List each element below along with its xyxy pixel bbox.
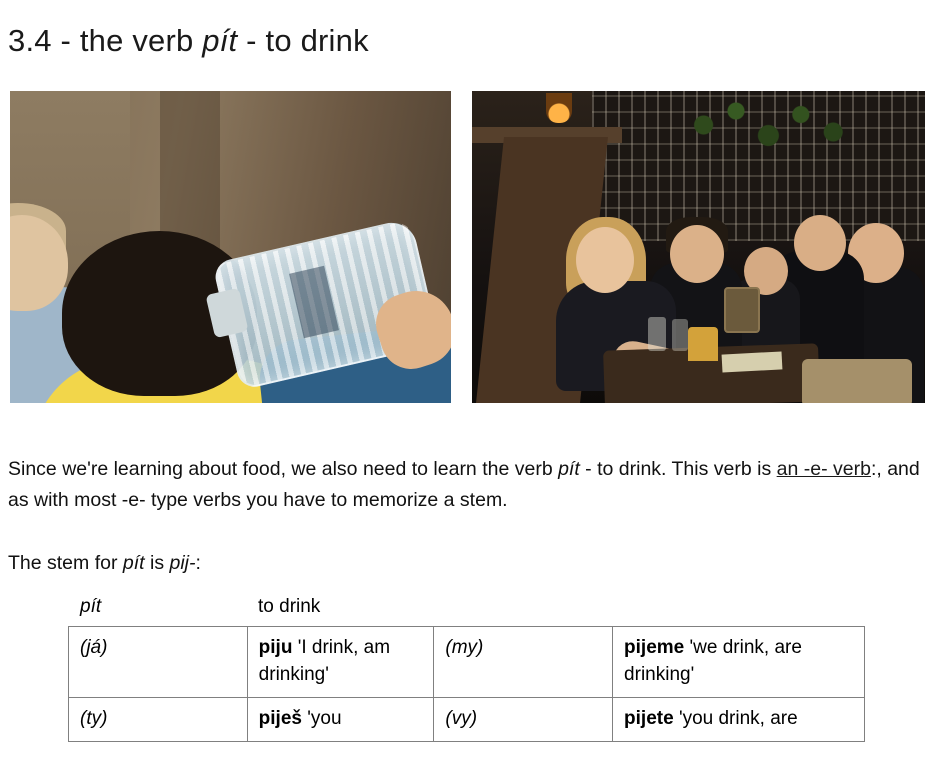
photo-shorts bbox=[802, 359, 912, 403]
stem-form-pij: pij- bbox=[169, 551, 196, 574]
pronoun-ty: (ty) bbox=[69, 698, 248, 742]
stem-verb-pit: pít bbox=[122, 551, 145, 574]
intro-verb-pit: pít bbox=[558, 457, 580, 480]
pronoun-vy: (vy) bbox=[434, 698, 613, 742]
intro-text-part3: :, and as with most -e- type verbs you have to memorize a stem. bbox=[8, 457, 920, 511]
form-piju-gloss: 'I drink, am drinking' bbox=[258, 637, 391, 685]
photo-glass-one bbox=[648, 317, 666, 351]
photo-woman-head bbox=[576, 227, 634, 293]
caption-meaning: to drink bbox=[258, 596, 321, 617]
page-title bbox=[8, 23, 369, 59]
form-pijeme bbox=[613, 627, 865, 698]
photo-beer-mug bbox=[724, 287, 760, 333]
page-title-prefix: 3.4 - the verb bbox=[8, 22, 203, 58]
photo-man-center-right-head bbox=[794, 215, 846, 271]
form-piju-bold: piju bbox=[258, 637, 293, 658]
stem-text-part1: The stem for bbox=[8, 551, 123, 574]
photo-foliage bbox=[682, 97, 862, 167]
e-verb-link[interactable]: an -e- verb bbox=[776, 457, 871, 480]
stem-text-part3: : bbox=[195, 551, 201, 574]
photo-glass-two bbox=[672, 319, 688, 351]
caption-verb: pít bbox=[80, 596, 102, 617]
form-pijes-bold: piješ bbox=[258, 708, 302, 729]
friends-toasting-beer-pub-image bbox=[472, 91, 925, 403]
form-pijete-gloss: 'you drink, are bbox=[673, 708, 798, 729]
form-pijeme-gloss: 'we drink, are drinking' bbox=[624, 637, 802, 685]
form-pijeme-bold: pijeme bbox=[624, 637, 685, 658]
photo-man-left-head bbox=[670, 225, 724, 283]
table-row bbox=[69, 627, 865, 698]
photo-napkin bbox=[722, 351, 783, 372]
conjugation-table-wrapper bbox=[68, 596, 865, 742]
stem-paragraph bbox=[8, 548, 928, 579]
stem-text-part2: is bbox=[144, 551, 170, 574]
intro-text-part2: - to drink. This verb is bbox=[579, 457, 777, 480]
conjugation-table bbox=[68, 626, 865, 742]
form-pijete-bold: pijete bbox=[624, 708, 674, 729]
conjugation-table-caption bbox=[68, 596, 865, 626]
boy-drinking-water-bottle-image bbox=[10, 91, 451, 403]
page-title-verb: pít bbox=[202, 22, 238, 58]
form-pijes bbox=[247, 698, 434, 742]
page-title-suffix: - to drink bbox=[237, 22, 369, 58]
form-pijes-gloss: 'you bbox=[301, 708, 342, 729]
intro-text-part1: Since we're learning about food, we also need to learn the verb bbox=[8, 457, 559, 480]
pronoun-my: (my) bbox=[434, 627, 613, 698]
photo-candle bbox=[688, 327, 718, 361]
form-pijete bbox=[613, 698, 865, 742]
image-row bbox=[10, 91, 925, 403]
pronoun-ja: (já) bbox=[69, 627, 248, 698]
table-row bbox=[69, 698, 865, 742]
form-piju bbox=[247, 627, 434, 698]
photo-lamp bbox=[546, 93, 572, 123]
intro-paragraph bbox=[8, 454, 928, 516]
